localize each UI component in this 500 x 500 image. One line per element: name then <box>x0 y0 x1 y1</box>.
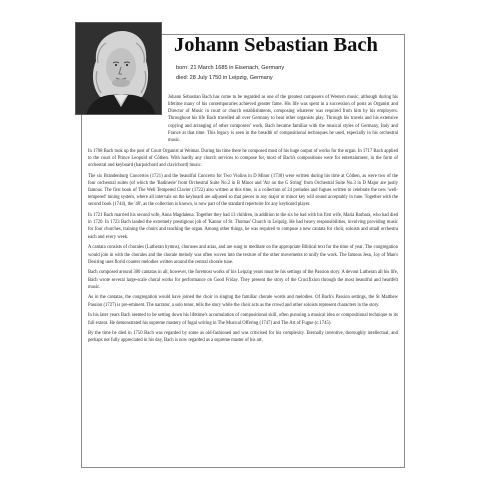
paragraph-weimar: In 1708 Bach took up the post of Court Organist at Weimar. During his time there he composed most of his huge output of works for the organ. In 1717 Bach applied to the court of Prince Leopold of Cöthen. With hardly any church services to compose for, most of Bach's compositions were for entertainment, in the form of orchestral and keyboard (harpsichord and clavichord) music. <box>88 148 398 168</box>
paragraph-passion: Bach composed around 300 cantatas in all, however, the foremost works of his Leipzig years must be his settings of the Passion story. A devout Lutheran all his life, Bach wrote several large-scale choral works for performance on Good Friday. They present the story of the Crucifixion through the most beautiful and heartfelt music. <box>88 270 398 290</box>
paragraph-later-years: In his later years Bach seemed to be setting down his lifetime's accumulation of compositional skill, often pursuing a musical idea or compositional technique to its full extent. He demonstrated his supreme mastery of fugal writing in The Musical Offering (1747) and The Art of Fugue (c.1745). <box>88 313 398 326</box>
page-title: Johann Sebastian Bach <box>174 34 378 56</box>
born-line: born: 21 March 1685 in Eisenach, Germany <box>176 65 285 71</box>
paragraph-death: By the time he died in 1750 Bach was regarded by some as old-fashioned and was criticised for his complexity. Eternally inventive, thoroughly intellectual, and perhaps not fully appreciated in his day, Bach is now regarded as a supreme master of his art. <box>88 331 398 344</box>
paragraph-brandenburg: The six Brandenburg Concertos (1721) and the beautiful Concerto for Two Violins in D Minor (1730) were written during his time at Cöthen, as were two of the four orchestral suites (of which the 'Badinerie' from Orchestral Suite No.2 in B Minor and 'Air on the G String' from Orchestral Suite No.3 in D Major are justly famous. The first book of The Well Tempered Clavier (1722) also written at this time, is a collection of 24 preludes and fugues written to celebrate the new 'well-tempered' tuning system, where all intervals on the keyboard are adjusted so that pieces in any major or minor key will sound acceptably in tune. Together with the second book (1744), the '48', as the collection is known, is now part of the standard repertoire for any keyboard player. <box>88 173 398 208</box>
paragraph-cantata: A cantata consists of chorales (Lutheran hymns), choruses and arias, and are sung to meditate on the appropriate Biblical text for the time of year. The congregation would join in with the chorales and the chorale melody was often woven into the texture of the other movements to unify the work. The famous Jesu, Joy of Man's Desiring uses florid counter melodies written around the central chorale tune. <box>88 245 398 265</box>
paragraph-marriage: In 1721 Bach married his second wife, Anna Magdalena. Together they had 13 children, in addition to the six he had with his first wife, Maria Barbara, who had died in 1720. In 1723 Bach landed the extremely prestigious job of 'Kantor of St. Thomas' Church in Leipzig. He had heavy responsibilities, involving providing music for four churches, training the choirs and teaching the organ. Among other things, he was required to compose a new cantata for choir, soloists and small orchestra each and every week. <box>88 213 398 240</box>
paragraph-st-matthew: As in the cantatas, the congregation would have joined the choir in singing the familiar chorale words and melodies. Of Bach's Passion settings, the St Matthew Passion (1727) is pre-eminent. The narrator, a solo tenor, tells the story while the choir acts as the crowd and other soloists represent characters in the story. <box>88 295 398 308</box>
life-dates <box>176 63 284 83</box>
paragraph-intro: Johann Sebastian Bach has come to be regarded as one of the greatest composers of Western music, although during his lifetime many of his contemporaries achieved greater fame. His life was spent in a succession of posts as Organist and Director of Music in court or church establishments, composing whatever was required from him by his employers. Throughout his life Bach travelled all over Germany to hear other organists play. Through his travels and his extensive copying and arranging of other composers' work, Bach became familiar with the musical styles of Germany, Italy and France at that time. This legacy is seen in the breadth of compositional techniques he used, especially in his orchestral music. <box>168 95 398 143</box>
biography-text <box>88 94 398 348</box>
died-line: died: 28 July 1750 in Leipzig, Germany <box>176 75 273 81</box>
